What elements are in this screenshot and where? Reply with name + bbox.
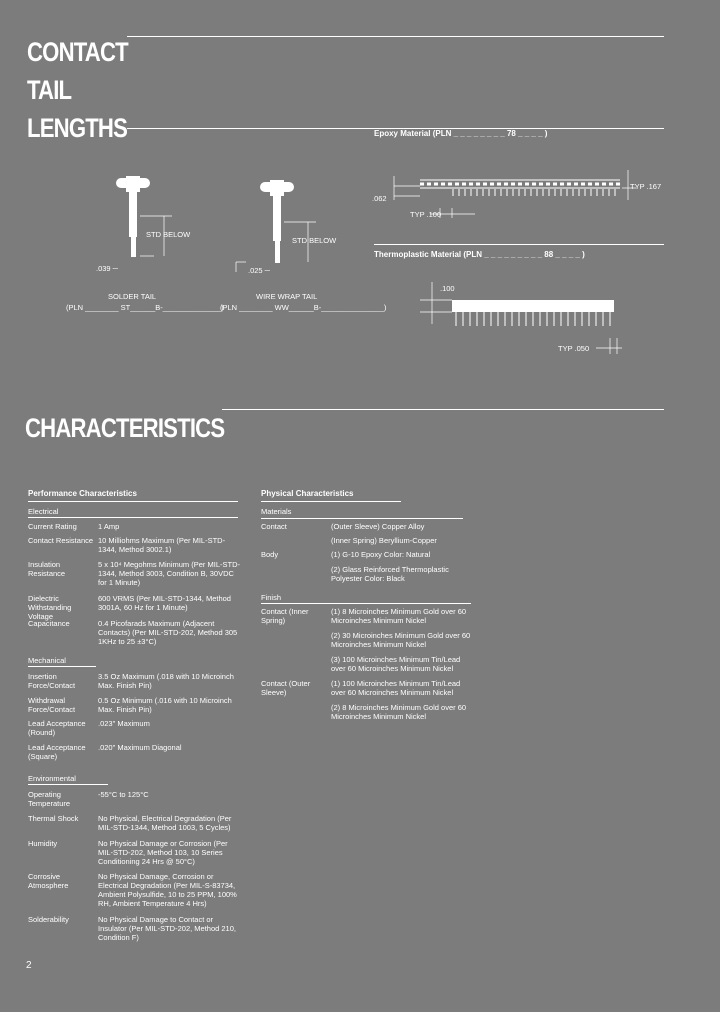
- row-label: Humidity: [28, 839, 58, 848]
- row-label: Contact: [261, 522, 287, 531]
- row-value: (3) 100 Microinches Minimum Tin/Lead over 60 Microinches Minimum Nickel: [331, 655, 461, 673]
- row-label: Withdrawal Force/Contact: [28, 696, 76, 714]
- row-value: (2) 30 Microinches Minimum Gold over 60 Microinches Minimum Nickel: [331, 631, 471, 649]
- physical-title: Physical Characteristics: [261, 489, 354, 498]
- finish-rule: [261, 603, 471, 604]
- row-value: (Outer Sleeve) Copper Alloy: [331, 522, 425, 531]
- wire-wrap-caption: WIRE WRAP TAIL: [256, 292, 318, 301]
- row-value: (2) Glass Reinforced Thermoplastic Polyester Color: Black: [331, 565, 449, 583]
- row-value: -55°C to 125°C: [98, 790, 149, 799]
- row-label: Body: [261, 550, 279, 559]
- solder-tail-caption: SOLDER TAIL: [108, 292, 157, 301]
- title-line-2: TAIL: [27, 75, 72, 105]
- thermo-top-dim: .100: [440, 284, 455, 293]
- row-value: (1) G-10 Epoxy Color: Natural: [331, 550, 431, 559]
- row-label: Capacitance: [28, 619, 70, 628]
- row-label: Solderability: [28, 915, 69, 924]
- mechanical-head: Mechanical: [28, 656, 66, 665]
- row-label: Thermal Shock: [28, 814, 79, 823]
- row-value: 5 x 10⁴ Megohms Minimum (Per MIL-STD-1344, Method 3003, Condition B, 30VDC for 1 Minute): [98, 560, 241, 587]
- row-value: No Physical Damage to Contact or Insulator (Per MIL-STD-202, Method 210, Condition F): [98, 915, 236, 942]
- row-label: Current Rating: [28, 522, 77, 531]
- wire-wrap-part-number: (PLN ________ WW______B-_______________): [220, 303, 387, 312]
- row-label: Corrosive Atmosphere: [28, 872, 69, 890]
- epoxy-socket-strip-drawing: [380, 170, 640, 230]
- top-rule: [127, 36, 664, 37]
- thermoplastic-material-label: Thermoplastic Material (PLN _ _ _ _ _ _ _ _ _ 88 _ _ _ _ ): [374, 250, 585, 259]
- row-value: 0.5 Oz Minimum (.016 with 10 Microinch Max. Finish Pin): [98, 696, 232, 714]
- characteristics-rule: [222, 409, 664, 410]
- environmental-head: Environmental: [28, 774, 76, 783]
- thermo-typ-bottom: TYP .050: [558, 344, 590, 353]
- epoxy-typ-bottom: TYP .100: [410, 210, 442, 219]
- row-value: 1 Amp: [98, 522, 120, 531]
- row-value: (2) 8 Microinches Minimum Gold over 60 Microinches Minimum Nickel: [331, 703, 467, 721]
- performance-title: Performance Characteristics: [28, 489, 137, 498]
- row-label: Contact Resistance: [28, 536, 94, 545]
- row-label: Lead Acceptance (Square): [28, 743, 86, 761]
- row-value: .023" Maximum: [98, 719, 150, 728]
- materials-rule: [261, 518, 463, 519]
- electrical-rule: [28, 517, 238, 518]
- row-label: Operating Temperature: [28, 790, 71, 808]
- solder-tail-part-number: (PLN ________ ST______B-______________): [66, 303, 224, 312]
- title-line-3: LENGTHS: [27, 113, 128, 143]
- row-value: .020" Maximum Diagonal: [98, 743, 182, 752]
- row-label: Dielectric Withstanding Voltage: [28, 594, 72, 621]
- performance-title-rule: [28, 501, 238, 502]
- finish-head: Finish: [261, 593, 282, 602]
- row-label: Lead Acceptance (Round): [28, 719, 86, 737]
- materials-head: Materials: [261, 507, 292, 516]
- solder-tail-pin-drawing: [110, 172, 190, 282]
- row-label: Insulation Resistance: [28, 560, 66, 578]
- row-value: 10 Milliohms Maximum (Per MIL-STD-1344, Method 3002.1): [98, 536, 226, 554]
- row-value: No Physical Damage, Corrosion or Electrical Degradation (Per MIL-S-83734, Ambient Polysulfide, 10 to 25 PPM, 100% RH, Ambient Temperature 4 Hrs): [98, 872, 237, 908]
- characteristics-title: CHARACTERISTICS: [25, 413, 225, 443]
- row-value: 3.5 Oz Maximum (.018 with 10 Microinch Max. Finish Pin): [98, 672, 234, 690]
- title-line-1: CONTACT: [27, 37, 128, 67]
- row-value: (1) 8 Microinches Minimum Gold over 60 Microinches Minimum Nickel: [331, 607, 467, 625]
- row-label: Contact (Inner Spring): [261, 607, 309, 625]
- row-label: Insertion Force/Contact: [28, 672, 76, 690]
- thermo-rule: [374, 244, 664, 245]
- row-value: No Physical Damage or Corrosion (Per MIL-STD-202, Method 103, 10 Series Conditioning 24 Hrs @ 50°C): [98, 839, 228, 866]
- epoxy-material-label: Epoxy Material (PLN _ _ _ _ _ _ _ _ 78 _ _ _ _ ): [374, 129, 548, 138]
- mechanical-rule: [28, 666, 96, 667]
- row-value: No Physical, Electrical Degradation (Per MIL-STD-1344, Method 1003, 5 Cycles): [98, 814, 232, 832]
- row-label: Contact (Outer Sleeve): [261, 679, 311, 697]
- epoxy-typ-right: TYP .167: [630, 182, 662, 191]
- solder-std-below: STD BELOW: [146, 230, 191, 239]
- page-number: 2: [26, 960, 32, 971]
- epoxy-left-dim: .062: [372, 194, 387, 203]
- solder-dim: .039 ─: [96, 264, 118, 273]
- row-value: 0.4 Picofarads Maximum (Adjacent Contacts) (Per MIL-STD-202, Method 305 1KHz to 25 ±3°C): [98, 619, 238, 646]
- row-value: 600 VRMS (Per MIL-STD-1344, Method 3001A, 60 Hz for 1 Minute): [98, 594, 231, 612]
- row-value: (1) 100 Microinches Minimum Tin/Lead over 60 Microinches Minimum Nickel: [331, 679, 461, 697]
- physical-title-rule: [261, 501, 401, 502]
- wire-dim: .025 ─: [248, 266, 270, 275]
- row-value: (Inner Spring) Beryllium-Copper: [331, 536, 437, 545]
- environmental-rule: [28, 784, 108, 785]
- wire-std-below: STD BELOW: [292, 236, 337, 245]
- electrical-head: Electrical: [28, 507, 59, 516]
